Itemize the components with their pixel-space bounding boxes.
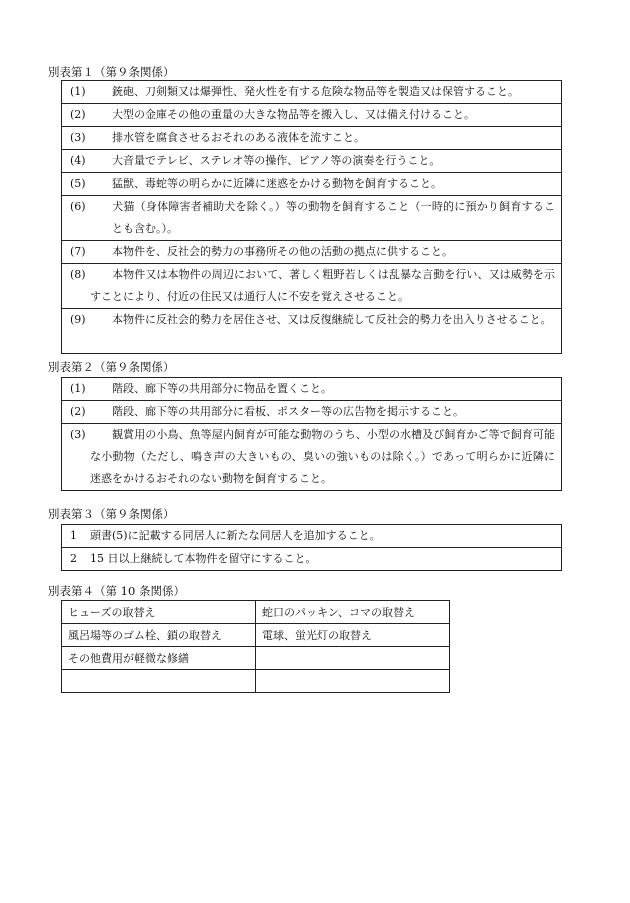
- table2: [61, 377, 562, 491]
- table-cell: [256, 670, 450, 693]
- item-number: 2: [70, 552, 77, 565]
- item-text: 大型の金庫その他の重量の大きな物品等を搬入し、又は備え付けること。: [112, 108, 475, 121]
- table-row: [62, 525, 562, 548]
- table-row: [62, 548, 562, 571]
- table-row: [62, 241, 562, 264]
- table2-title: 別表第２（第９条関係）: [48, 360, 175, 374]
- table-row: [62, 601, 450, 624]
- item-text: 猛獣、毒蛇等の明らかに近隣に迷惑をかける動物を飼育すること。: [112, 177, 442, 190]
- item-text: 頭書(5)に記載する同居人に新たな同居人を追加すること。: [90, 529, 381, 542]
- table-row: [62, 81, 562, 104]
- table4-title: 別表第４（第 10 条関係）: [48, 584, 185, 598]
- item-number: (8): [70, 268, 86, 281]
- item-number: (3): [70, 131, 86, 144]
- table-cell: [62, 670, 256, 693]
- table-row: [62, 424, 562, 491]
- table3-title: 別表第３（第９条関係）: [48, 507, 175, 521]
- item-number: (1): [70, 85, 86, 98]
- table-cell: 風呂場等のゴム栓、鎖の取替え: [62, 624, 256, 647]
- item-text: 観賞用の小鳥、魚等屋内飼育が可能な動物のうち、小型の水槽及び飼育かご等で飼育可能な小動物（ただし、鳴き声の大きいもの、臭いの強いものは除く。）であって明らかに近隣に迷惑をかけるおそれのない動物を飼育すること。: [90, 428, 555, 485]
- item-text: 本物件に反社会的勢力を居住させ、又は反復継続して反社会的勢力を出入りさせること。: [112, 313, 552, 326]
- table-row: [62, 173, 562, 196]
- table-row: [62, 401, 562, 424]
- table-cell: その他費用が軽微な修繕: [62, 647, 256, 670]
- table-cell: 電球、蛍光灯の取替え: [256, 624, 450, 647]
- table-row: [62, 150, 562, 173]
- item-number: (9): [70, 313, 86, 326]
- item-number: (2): [70, 108, 86, 121]
- table-row: [62, 264, 562, 309]
- item-text: 犬猫（身体障害者補助犬を除く。）等の動物を飼育すること（一時的に預かり飼育することも含む。）。: [112, 200, 555, 235]
- table-row: [62, 670, 450, 693]
- item-number: (7): [70, 245, 86, 258]
- item-text: 排水管を腐食させるおそれのある液体を流すこと。: [112, 131, 365, 144]
- item-number: (4): [70, 154, 86, 167]
- table-cell: [256, 647, 450, 670]
- item-text: 大音量でテレビ、ステレオ等の操作、ピアノ等の演奏を行うこと。: [112, 154, 441, 167]
- item-number: (3): [70, 428, 86, 441]
- table3: [61, 524, 562, 571]
- table1: [61, 80, 562, 354]
- table4: [61, 600, 450, 693]
- table-row: [62, 647, 450, 670]
- table-row: [62, 309, 562, 354]
- table-row: [62, 196, 562, 241]
- item-number: (2): [70, 405, 86, 418]
- item-text: 本物件又は本物件の周辺において、著しく粗野若しくは乱暴な言動を行い、又は威勢を示すことにより、付近の住民又は通行人に不安を覚えさせること。: [90, 268, 555, 303]
- item-text: 本物件を、反社会的勢力の事務所その他の活動の拠点に供すること。: [112, 245, 453, 258]
- item-number: (1): [70, 382, 86, 395]
- item-text: 階段、廊下等の共用部分に物品を置くこと。: [112, 382, 332, 395]
- item-number: (5): [70, 177, 86, 190]
- table1-title: 別表第１（第９条関係）: [48, 65, 175, 79]
- item-text: 階段、廊下等の共用部分に看板、ポスター等の広告物を掲示すること。: [112, 405, 464, 418]
- table-row: [62, 104, 562, 127]
- item-text: 銃砲、刀剣類又は爆弾性、発火性を有する危険な物品等を製造又は保管すること。: [112, 85, 519, 98]
- table-cell: 蛇口のパッキン、コマの取替え: [256, 601, 450, 624]
- item-number: 1: [70, 529, 77, 542]
- item-text: 15 日以上継続して本物件を留守にすること。: [90, 552, 317, 565]
- table-row: [62, 127, 562, 150]
- table-cell: ヒューズの取替え: [62, 601, 256, 624]
- table-row: [62, 624, 450, 647]
- table-row: [62, 378, 562, 401]
- item-number: (6): [70, 200, 86, 213]
